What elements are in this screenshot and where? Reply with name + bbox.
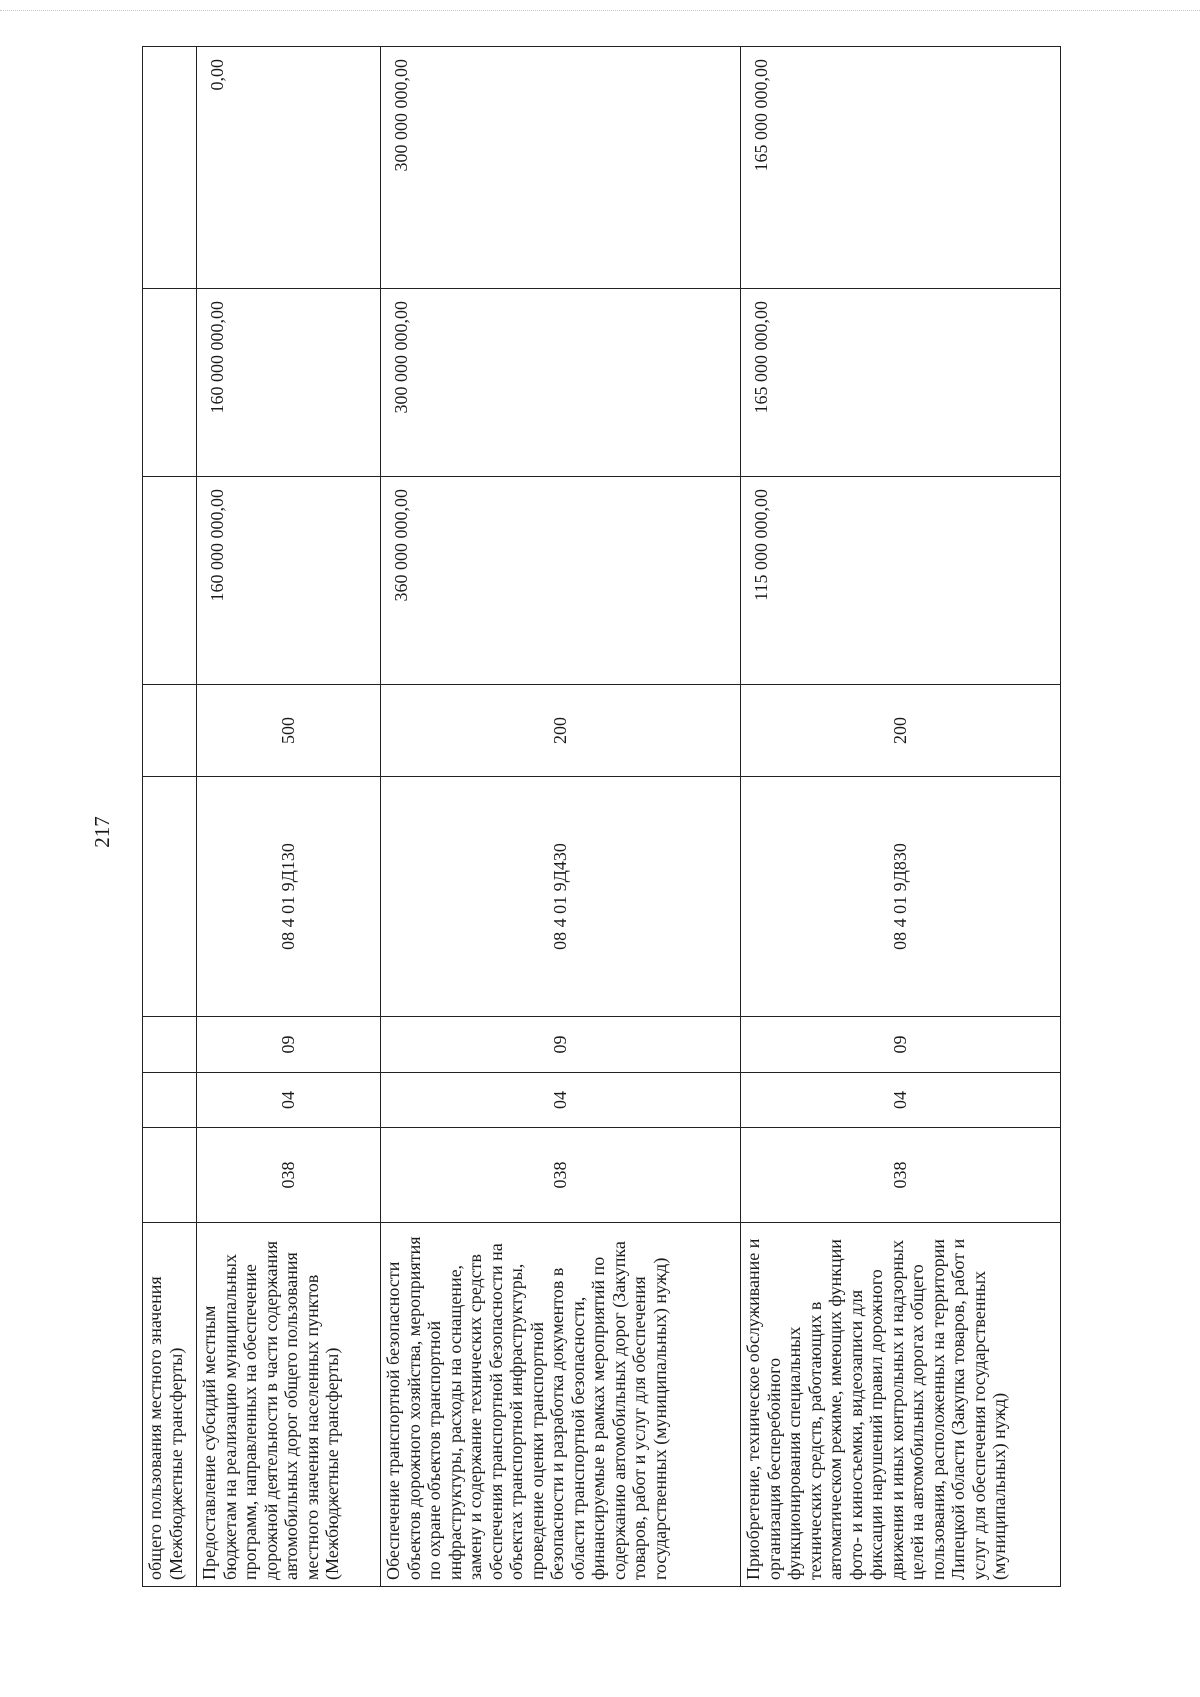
description-line: товаров, работ и услуг для обеспечения [629, 1276, 649, 1580]
description-line: по охране объектов транспортной [424, 1320, 444, 1580]
row-2-vr: 200 [381, 685, 741, 777]
row-2-pr: 09 [381, 1017, 741, 1073]
table-row [741, 47, 1061, 1587]
description-line: содержанию автомобильных дорог (Закупка [608, 1241, 629, 1580]
description-line: автоматическом режиме, имеющих функции [825, 1239, 845, 1580]
description-line: (Межбюджетные трансферты) [165, 1347, 186, 1580]
description-line: местного значения населенных пунктов [301, 1274, 322, 1580]
table-row [381, 47, 741, 1587]
row-0-vr [143, 685, 197, 777]
table-row [143, 47, 197, 1587]
description-line: общего пользования местного значения [145, 1276, 165, 1580]
row-1-rz: 04 [197, 1073, 381, 1128]
description-line: безопасности и разработка документов в [547, 1267, 567, 1580]
description-line: проведение оценки транспортной [526, 1321, 547, 1580]
description-line: Приобретение, техническое обслуживание и [743, 1238, 763, 1580]
row-0-pr [143, 1017, 197, 1073]
description-line: бюджетам на реализацию муниципальных [219, 1253, 240, 1580]
row-1-sum-1: 160 000 000,00 [197, 477, 381, 685]
row-3-gr: 038 [741, 1128, 1061, 1223]
description-line: фиксации нарушений правил дорожного [866, 1269, 886, 1580]
description-line: объектов дорожного хозяйства, мероприятия [403, 1236, 424, 1580]
description-line: объектах транспортной инфраструктуры, [506, 1263, 526, 1580]
row-2-description [381, 1223, 741, 1587]
table-row [197, 47, 381, 1587]
row-1-csr: 08 4 01 9Д130 [197, 777, 381, 1017]
row-3-description [741, 1223, 1061, 1587]
description-line: программ, направленных на обеспечение [240, 1264, 260, 1580]
budget-table-container [142, 47, 1060, 1587]
row-0-gr [143, 1128, 197, 1223]
row-1-vr: 500 [197, 685, 381, 777]
row-0-sum-1 [143, 477, 197, 685]
description-line: замену и содержание технических средств [465, 1253, 485, 1580]
description-line: функционирования специальных [784, 1326, 804, 1580]
description-line: обеспечения транспортной безопасности на [485, 1243, 506, 1580]
description-line: Предоставление субсидий местным [199, 1305, 219, 1580]
description-line: автомобильных дорог общего пользования [281, 1252, 301, 1580]
description-line: организация бесперебойного [763, 1357, 784, 1580]
row-2-sum-1: 360 000 000,00 [381, 477, 741, 685]
row-0-sum-3 [143, 47, 197, 289]
row-1-gr: 038 [197, 1128, 381, 1223]
description-line: Липецкой области (Закупка товаров, работ и [948, 1238, 968, 1580]
row-1-sum-3: 0,00 [197, 47, 381, 289]
row-1-description [197, 1223, 381, 1587]
row-3-rz: 04 [741, 1073, 1061, 1128]
row-2-sum-2: 300 000 000,00 [381, 289, 741, 477]
description-line: Обеспечение транспортной безопасности [383, 1261, 403, 1580]
description-line: финансируемые в рамках мероприятий по [588, 1256, 608, 1580]
row-0-description [143, 1223, 197, 1587]
row-2-csr: 08 4 01 9Д430 [381, 777, 741, 1017]
description-line: инфраструктуры, расходы на оснащение, [444, 1264, 465, 1580]
row-3-sum-2: 165 000 000,00 [741, 289, 1061, 477]
description-line: (муниципальных) нужд) [989, 1392, 1009, 1580]
description-line: пользования, расположенных на территории [927, 1239, 948, 1580]
row-3-sum-1: 115 000 000,00 [741, 477, 1061, 685]
row-2-rz: 04 [381, 1073, 741, 1128]
description-line: дорожной деятельности в части содержания [260, 1240, 281, 1580]
row-0-sum-2 [143, 289, 197, 477]
description-line: движения и иных контрольных и надзорных [886, 1239, 907, 1580]
top-scan-edge [0, 10, 1200, 11]
row-2-sum-3: 300 000 000,00 [381, 47, 741, 289]
description-line: (Межбюджетные трансферты) [322, 1347, 342, 1580]
row-0-csr [143, 777, 197, 1017]
row-2-gr: 038 [381, 1128, 741, 1223]
row-0-rz [143, 1073, 197, 1128]
description-line: услуг для обеспечения государственных [968, 1270, 989, 1580]
row-1-sum-2: 160 000 000,00 [197, 289, 381, 477]
row-3-csr: 08 4 01 9Д830 [741, 777, 1061, 1017]
budget-table [142, 46, 1061, 1587]
description-line: фото- и киносъемки, видеозаписи для [845, 1289, 866, 1580]
description-line: целей на автомобильных дорогах общего [907, 1264, 927, 1580]
description-line: технических средств, работающих в [804, 1301, 825, 1580]
row-3-sum-3: 165 000 000,00 [741, 47, 1061, 289]
description-line: области транспортной безопасности, [567, 1296, 588, 1580]
row-3-vr: 200 [741, 685, 1061, 777]
page-number: 217 [90, 816, 114, 848]
row-1-pr: 09 [197, 1017, 381, 1073]
description-line: государственных (муниципальных) нужд) [649, 1257, 670, 1580]
row-3-pr: 09 [741, 1017, 1061, 1073]
